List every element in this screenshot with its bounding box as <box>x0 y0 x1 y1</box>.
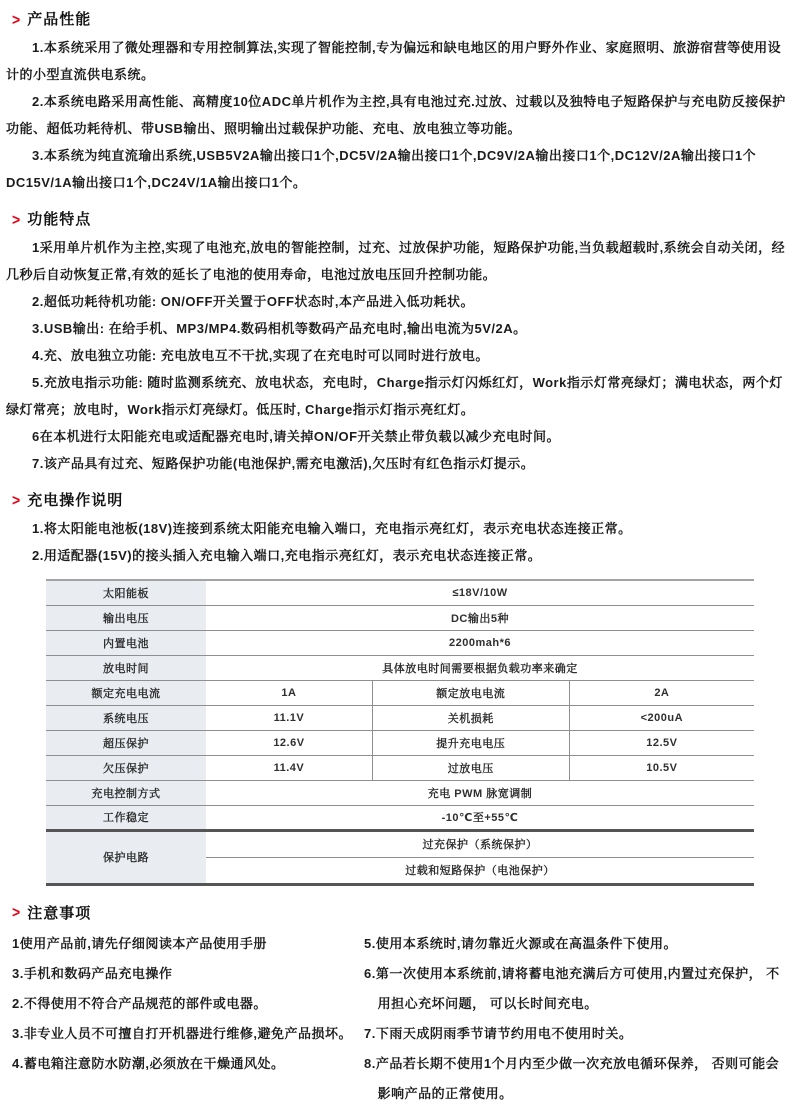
section-features <box>6 208 794 477</box>
table-row <box>46 630 754 655</box>
list-item: 8.产品若长期不使用1个月内至少做一次充放电循环保养， 否则可能会影响产品的正常使用。 <box>364 1055 780 1101</box>
spec-label: 保护电路 <box>46 830 206 884</box>
spec-label: 内置电池 <box>46 630 206 655</box>
spec-value: 2A <box>569 680 754 705</box>
table-row <box>46 580 754 605</box>
arrow-marker-icon: > <box>12 9 22 28</box>
performance-paragraph-1: 1.本系统采用了微处理器和专用控制算法,实现了智能控制,专为偏远和缺电地区的用户野外作业、家庭照明、旅游宿营等使用设计的小型直流供电系统。 <box>6 40 782 82</box>
section-title-text: 注意事项 <box>27 904 92 922</box>
spec-label: 系统电压 <box>46 705 206 730</box>
spec-label: 过放电压 <box>372 755 569 780</box>
notes-right-column <box>364 929 794 1109</box>
spec-value: 11.1V <box>206 705 372 730</box>
spec-label: 工作稳定 <box>46 805 206 830</box>
spec-value: 过充保护（系统保护） <box>206 830 754 857</box>
spec-value: -10℃至+55℃ <box>206 805 754 830</box>
notes-columns <box>12 929 794 1109</box>
spec-label: 额定充电电流 <box>46 680 206 705</box>
section-title-notes <box>12 902 794 923</box>
section-title-performance <box>12 8 794 29</box>
list-item: 2.不得使用不符合产品规范的部件或电器。 <box>12 995 267 1011</box>
section-notes <box>6 902 794 1109</box>
list-item: 7.下雨天成阴雨季节请节约用电不使用时关。 <box>364 1025 633 1041</box>
section-title-text: 产品性能 <box>27 11 92 28</box>
spec-value: 11.4V <box>206 755 372 780</box>
spec-label: 提升充电电压 <box>372 730 569 755</box>
features-paragraph-2: 2.超低功耗待机功能: ON/OFF开关置于OFF状态时,本产品进入低功耗状。 <box>32 294 474 309</box>
section-title-text: 功能特点 <box>27 211 92 228</box>
list-item: 4.蓄电箱注意防水防潮,必须放在干燥通风处。 <box>12 1055 285 1071</box>
spec-table <box>46 579 754 886</box>
features-paragraph-6: 6在本机进行太阳能充电或适配器充电时,请关掉ON/OF开关禁止带负载以减少充电时间。 <box>32 429 561 444</box>
table-row <box>46 805 754 830</box>
table-row <box>46 680 754 705</box>
notes-left-column <box>12 929 364 1109</box>
spec-value: ≤18V/10W <box>206 580 754 605</box>
features-paragraph-4: 4.充、放电独立功能: 充电放电互不干扰,实现了在充电时可以同时进行放电。 <box>32 348 489 363</box>
table-row <box>46 655 754 680</box>
spec-label: 关机损耗 <box>372 705 569 730</box>
list-item: 6.第一次使用本系统前,请将蓄电池充满后方可使用,内置过充保护， 不用担心充坏问题， 可以长时间充电。 <box>364 965 780 1011</box>
spec-value: 具体放电时间需要根据负载功率来确定 <box>206 655 754 680</box>
section-charging <box>6 489 794 569</box>
section-title-text: 充电操作说明 <box>27 492 124 509</box>
list-item: 1使用产品前,请先仔细阅读本产品使用手册 <box>12 935 267 951</box>
spec-value: <200uA <box>569 705 754 730</box>
features-paragraph-1: 1采用单片机作为主控,实现了电池充,放电的智能控制，过充、过放保护功能，短路保护功能,当负载超载时,系统会自动关闭，经几秒后自动恢复正常,有效的延长了电池的使用寿命，电池过放电压回升控制功能。 <box>6 240 786 282</box>
spec-value: 充电 PWM 脉宽调制 <box>206 780 754 805</box>
spec-label: 欠压保护 <box>46 755 206 780</box>
charging-paragraph-1: 1.将太阳能电池板(18V)连接到系统太阳能充电输入端口，充电指示亮红灯，表示充电状态连接正常。 <box>32 521 632 536</box>
spec-value: 1A <box>206 680 372 705</box>
spec-label: 太阳能板 <box>46 580 206 605</box>
table-row <box>46 605 754 630</box>
list-item: 5.使用本系统时,请勿靠近火源或在高温条件下使用。 <box>364 935 677 951</box>
table-row <box>46 830 754 857</box>
spec-value: DC输出5种 <box>206 605 754 630</box>
spec-label: 放电时间 <box>46 655 206 680</box>
spec-label: 输出电压 <box>46 605 206 630</box>
performance-paragraph-3: 3.本系统为纯直流瑜出系统,USB5V2A输出接口1个,DC5V/2A输出接口1个,DC9V/2A输出接口1个,DC12V/2A输出接口1个DC15V/1A输出接口1个,DC24V/1A输出接口1个。 <box>6 148 757 190</box>
features-paragraph-7: 7.该产品具有过充、短路保护功能(电池保护,需充电激活),欠压时有红色指示灯提示。 <box>32 456 535 471</box>
table-row <box>46 755 754 780</box>
spec-label: 额定放电电流 <box>372 680 569 705</box>
spec-value: 10.5V <box>569 755 754 780</box>
charging-paragraph-2: 2.用适配器(15V)的接头插入充电输入端口,充电指示亮红灯，表示充电状态连接正常。 <box>32 548 542 563</box>
arrow-marker-icon: > <box>12 490 22 509</box>
arrow-marker-icon: > <box>12 902 22 922</box>
section-title-charging <box>12 489 794 510</box>
spec-value: 12.6V <box>206 730 372 755</box>
spec-table-container <box>46 579 754 886</box>
list-item: 3.非专业人员不可擅自打开机器进行维修,避免产品损坏。 <box>12 1025 352 1041</box>
table-row <box>46 780 754 805</box>
list-item: 3.手机和数码产品充电操作 <box>12 965 173 981</box>
spec-value: 过载和短路保护（电池保护） <box>206 857 754 884</box>
section-title-features <box>12 208 794 229</box>
performance-paragraph-2: 2.本系统电路采用高性能、高精度10位ADC单片机作为主控,具有电池过充.过放、过载以及独特电子短路保护与充电防反接保护功能、超低功耗待机、带USB输出、照明输出过载保护功能、充电、放电独立等功能。 <box>6 94 786 136</box>
spec-value: 12.5V <box>569 730 754 755</box>
table-row <box>46 705 754 730</box>
features-paragraph-5: 5.充放电指示功能: 随时监测系统充、放电状态，充电时，Charge指示灯闪烁红灯，Work指示灯常亮绿灯；满电状态，两个灯绿灯常亮；放电时，Work指示灯亮绿灯。低压时, Charge指示灯指示亮红灯。 <box>6 375 783 417</box>
table-row <box>46 730 754 755</box>
features-paragraph-3: 3.USB输出: 在给手机、MP3/MP4.数码相机等数码产品充电时,输出电流为5V/2A。 <box>32 321 527 336</box>
section-performance <box>6 8 794 196</box>
spec-label: 超压保护 <box>46 730 206 755</box>
spec-label: 充电控制方式 <box>46 780 206 805</box>
arrow-marker-icon: > <box>12 209 22 228</box>
spec-value: 2200mah*6 <box>206 630 754 655</box>
